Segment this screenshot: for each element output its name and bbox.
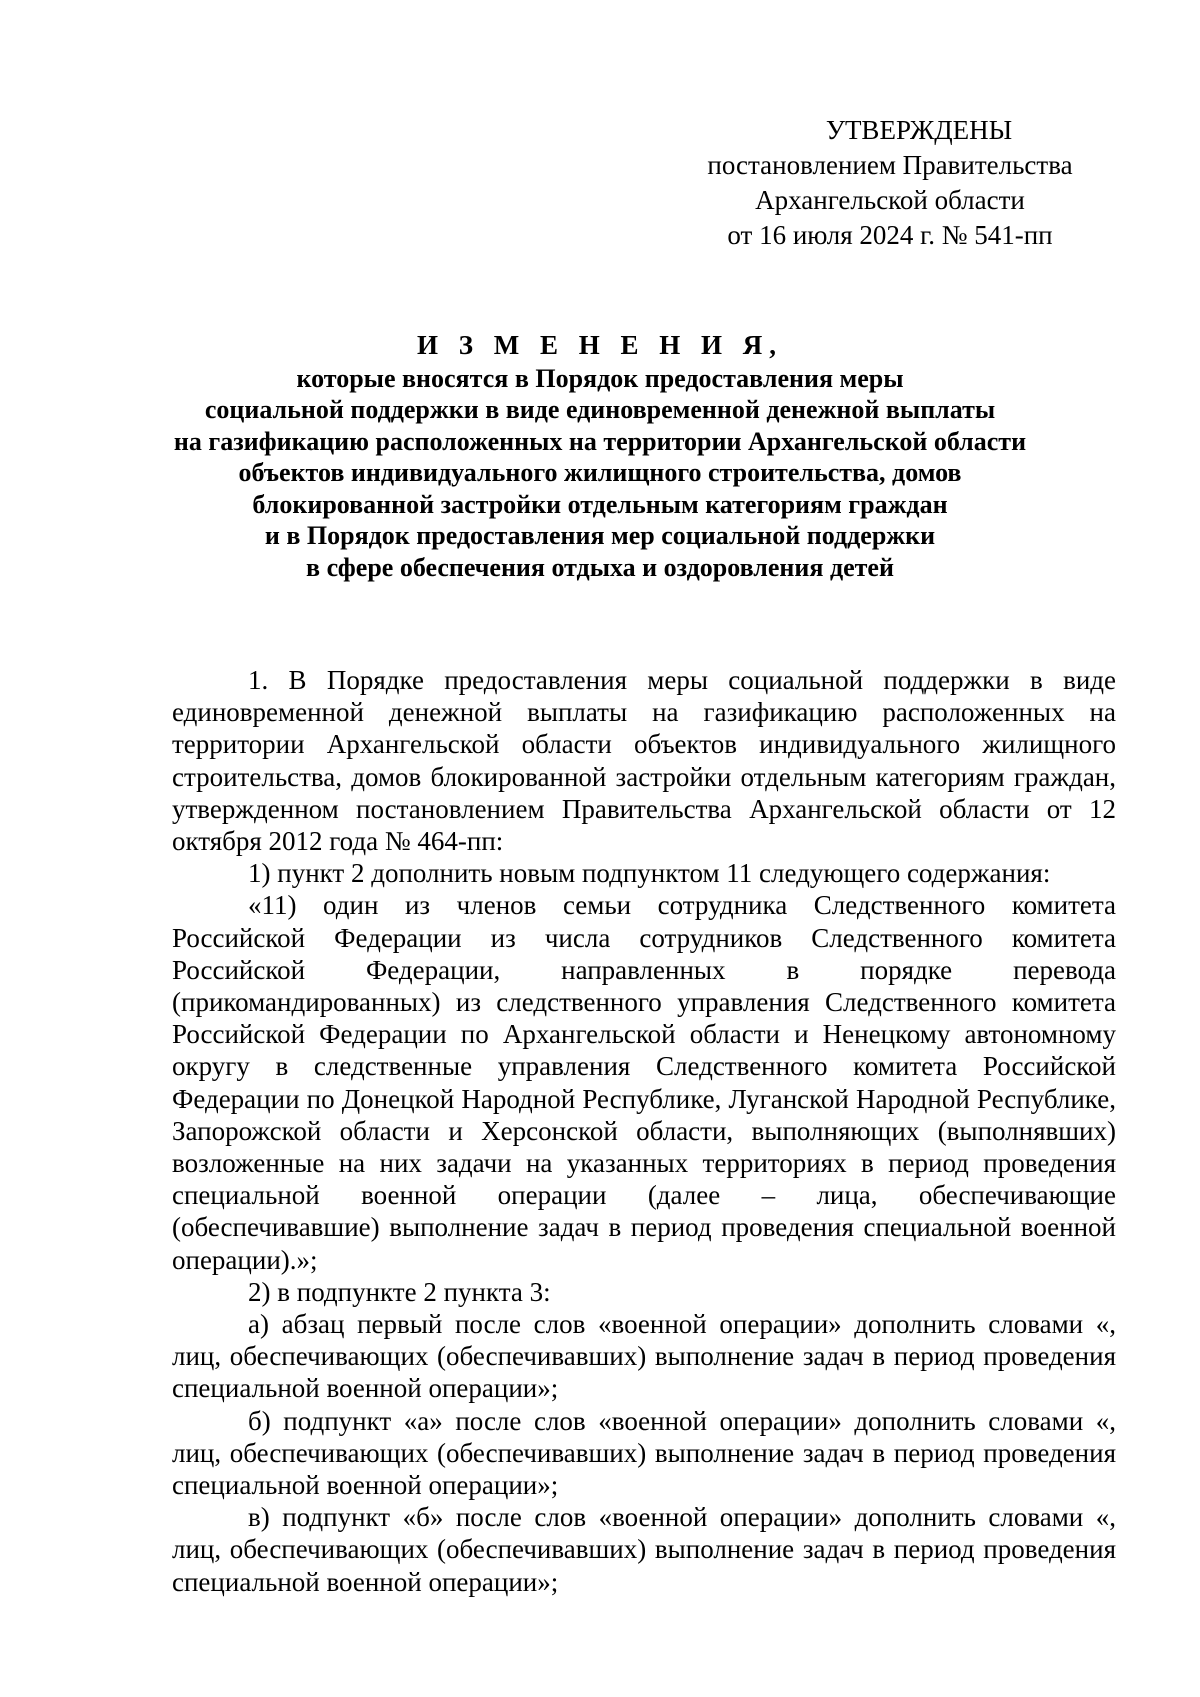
heading-title: И З М Е Н Е Н И Я, xyxy=(416,330,783,360)
paragraph: б) подпункт «а» после слов «военной операции» дополнить словами «, лиц, обеспечивающих (обеспечивавших) выполнение задач в период проведения специальной военной операции»; xyxy=(172,1405,1116,1501)
heading-line: социальной поддержки в виде единовременной денежной выплаты xyxy=(204,395,996,424)
heading-line: и в Порядок предоставления мер социальной поддержки xyxy=(264,521,936,550)
paragraph: а) абзац первый после слов «военной операции» дополнить словами «, лиц, обеспечивающих (обеспечивавших) выполнение задач в период проведения специальной военной операции»; xyxy=(172,1309,1116,1404)
heading-line: на газификацию расположенных на территории Архангельской области xyxy=(173,426,1027,456)
heading-line: в сфере обеспечения отдыха и оздоровления детей xyxy=(306,552,894,582)
paragraph: в) подпункт «б» после слов «военной операции» дополнить словами «, лиц, обеспечивающих (обеспечивавших) выполнение задач в период проведения специальной военной операции»; xyxy=(172,1502,1116,1597)
document-body xyxy=(172,664,1116,1598)
heading-line: объектов индивидуального жилищного строительства, домов xyxy=(238,458,962,487)
approval-line-3: от 16 июля 2024 г. № 541-пп xyxy=(727,220,1053,250)
heading-line: блокированной застройки отдельным категориям граждан xyxy=(252,489,948,519)
approval-block xyxy=(690,113,1090,253)
approval-title: УТВЕРЖДЕНЫ xyxy=(825,115,1013,145)
heading-line: которые вносятся в Порядок предоставления меры xyxy=(296,363,904,393)
paragraph: 1) пункт 2 дополнить новым подпунктом 11 следующего содержания: xyxy=(248,858,1051,889)
paragraph: «11) один из членов семьи сотрудника Следственного комитета Российской Федерации из числа сотрудников Следственного комитета Российской Федерации, направленных в порядке перевода (прикомандированных) из следственного управления Следственного комитета Российской Федерации по Архангельской области и Ненецкому автономному округу в следственные управления Следственного комитета Российской Федерации по Донецкой Народной Республике, Луганской Народной Республике, Запорожской области и Херсонской области, выполняющих (выполнявших) возложенные на них задачи на указанных территориях в период проведения специальной военной операции (далее – лица, обеспечивающие (обеспечивавшие) выполнение задач в период проведения специальной военной операции).»; xyxy=(172,890,1116,1275)
approval-line-1: постановлением Правительства xyxy=(707,150,1073,180)
document-heading xyxy=(150,330,1050,583)
approval-line-2: Архангельской области xyxy=(755,185,1025,215)
paragraph: 2) в подпункте 2 пункта 3: xyxy=(248,1276,551,1307)
paragraph: 1. В Порядке предоставления меры социальной поддержки в виде единовременной денежной выплаты на газификацию расположенных на территории Архангельской области объектов индивидуального жилищного строительства, домов блокированной застройки отдельным категориям граждан, утвержденном постановлением Правительства Архангельской области от 12 октября 2012 года № 464-пп: xyxy=(172,665,1116,857)
